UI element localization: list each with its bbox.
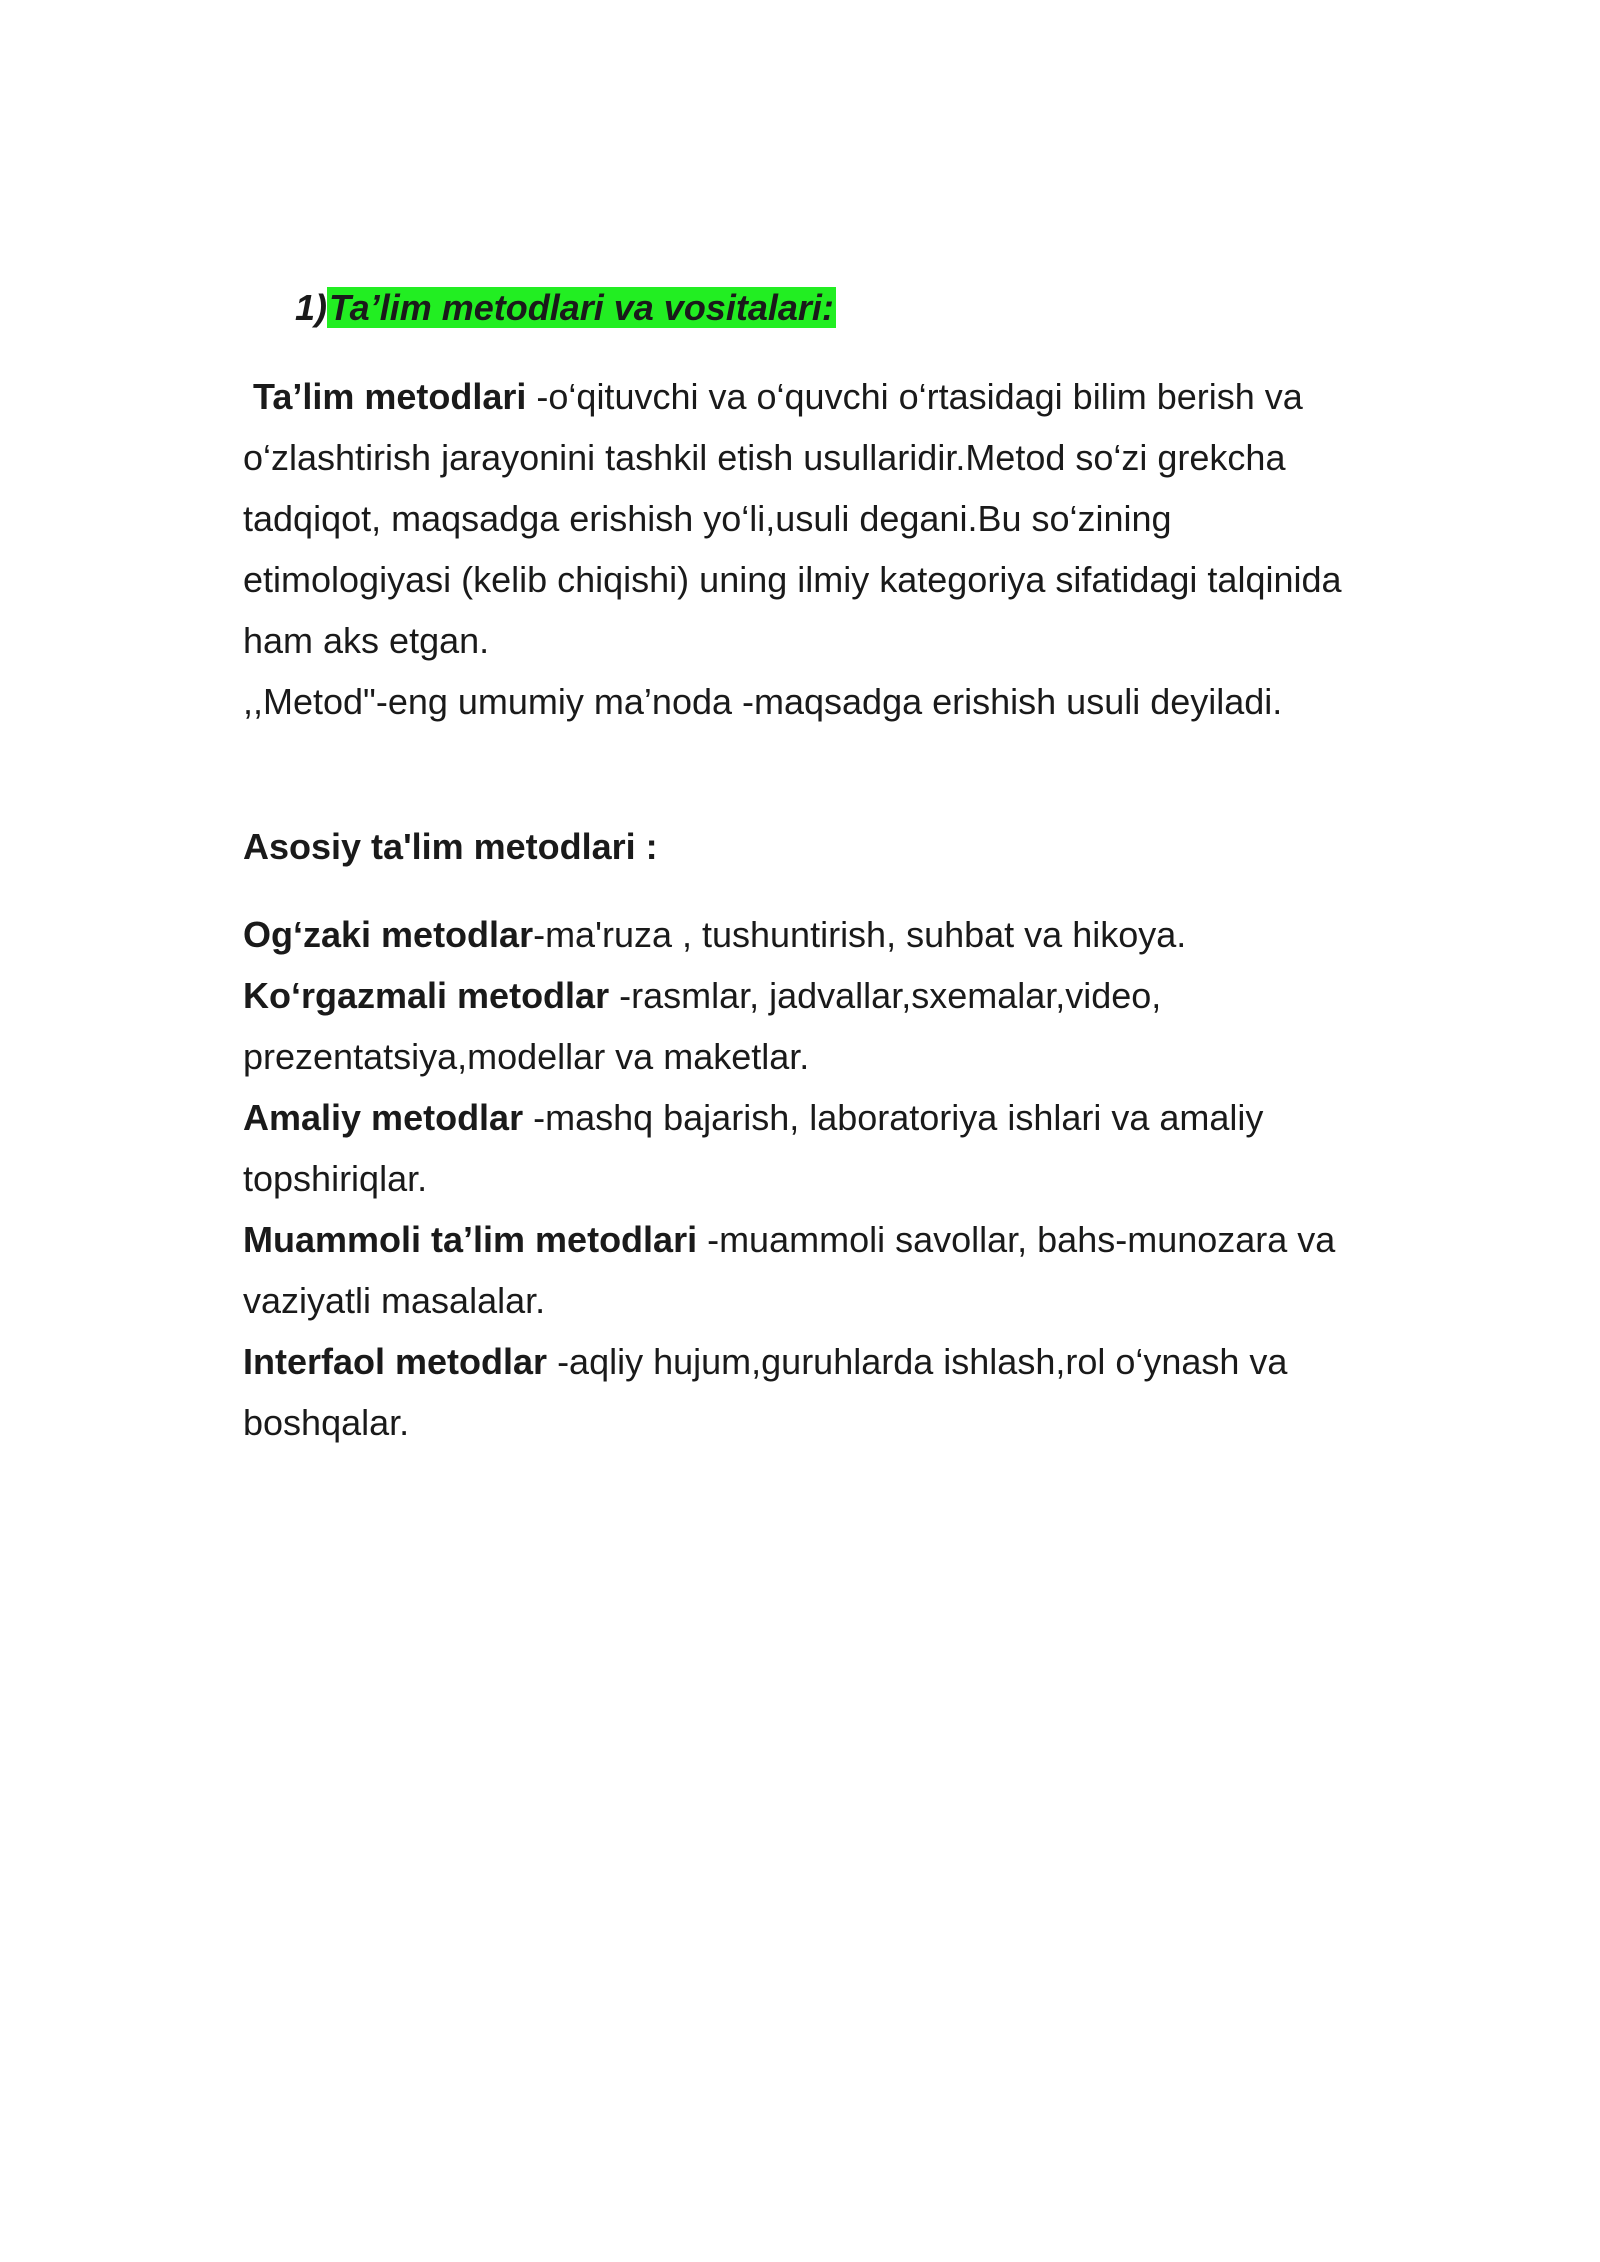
method-item bbox=[243, 1331, 1373, 1453]
method-text: -muammoli savollar, bahs-munozara va vaziyatli masalalar. bbox=[243, 1219, 1336, 1321]
metod-quote: ,,Metod"-eng umumiy ma’noda -maqsadga erishish usuli deyiladi. bbox=[243, 681, 1283, 722]
method-text: -aqliy hujum,guruhlarda ishlash,rol o‘ynash va boshqalar. bbox=[243, 1341, 1288, 1443]
heading-number: 1) bbox=[295, 287, 328, 328]
intro-paragraph bbox=[243, 366, 1373, 732]
method-term: Og‘zaki metodlar bbox=[243, 914, 534, 955]
method-item bbox=[243, 965, 1373, 1087]
subheading: Asosiy ta'lim metodlari : bbox=[243, 826, 658, 867]
method-text: -ma'ruza , tushuntirish, suhbat va hikoya. bbox=[533, 914, 1187, 955]
method-text: -rasmlar, jadvallar,sxemalar,video, prezentatsiya,modellar va maketlar. bbox=[243, 975, 1162, 1077]
intro-term: Ta’lim metodlari bbox=[253, 376, 527, 417]
method-term: Ko‘rgazmali metodlar bbox=[243, 975, 610, 1016]
method-text: -mashq bajarish, laboratoriya ishlari va amaliy topshiriqlar. bbox=[243, 1097, 1264, 1199]
method-item bbox=[243, 1087, 1373, 1209]
method-item bbox=[243, 1209, 1373, 1331]
method-item bbox=[243, 904, 1373, 965]
section-heading bbox=[295, 280, 836, 336]
method-term: Interfaol metodlar bbox=[243, 1341, 548, 1382]
methods-list bbox=[243, 904, 1373, 1453]
intro-definition: -o‘qituvchi va o‘quvchi o‘rtasidagi bilim berish va o‘zlashtirish jarayonini tashkil etish usullaridir.Metod so‘zi grekcha tadqiqot, maqsadga erishish yo‘li,usuli degani.Bu so‘zining etimologiyasi (kelib chiqishi) uning ilmiy kategoriya sifatidagi talqinida ham aks etgan. bbox=[243, 376, 1342, 661]
method-term: Amaliy metodlar bbox=[243, 1097, 524, 1138]
heading-title-highlighted: Ta’lim metodlari va vositalari: bbox=[329, 287, 834, 328]
method-term: Muammoli ta’lim metodlari bbox=[243, 1219, 698, 1260]
